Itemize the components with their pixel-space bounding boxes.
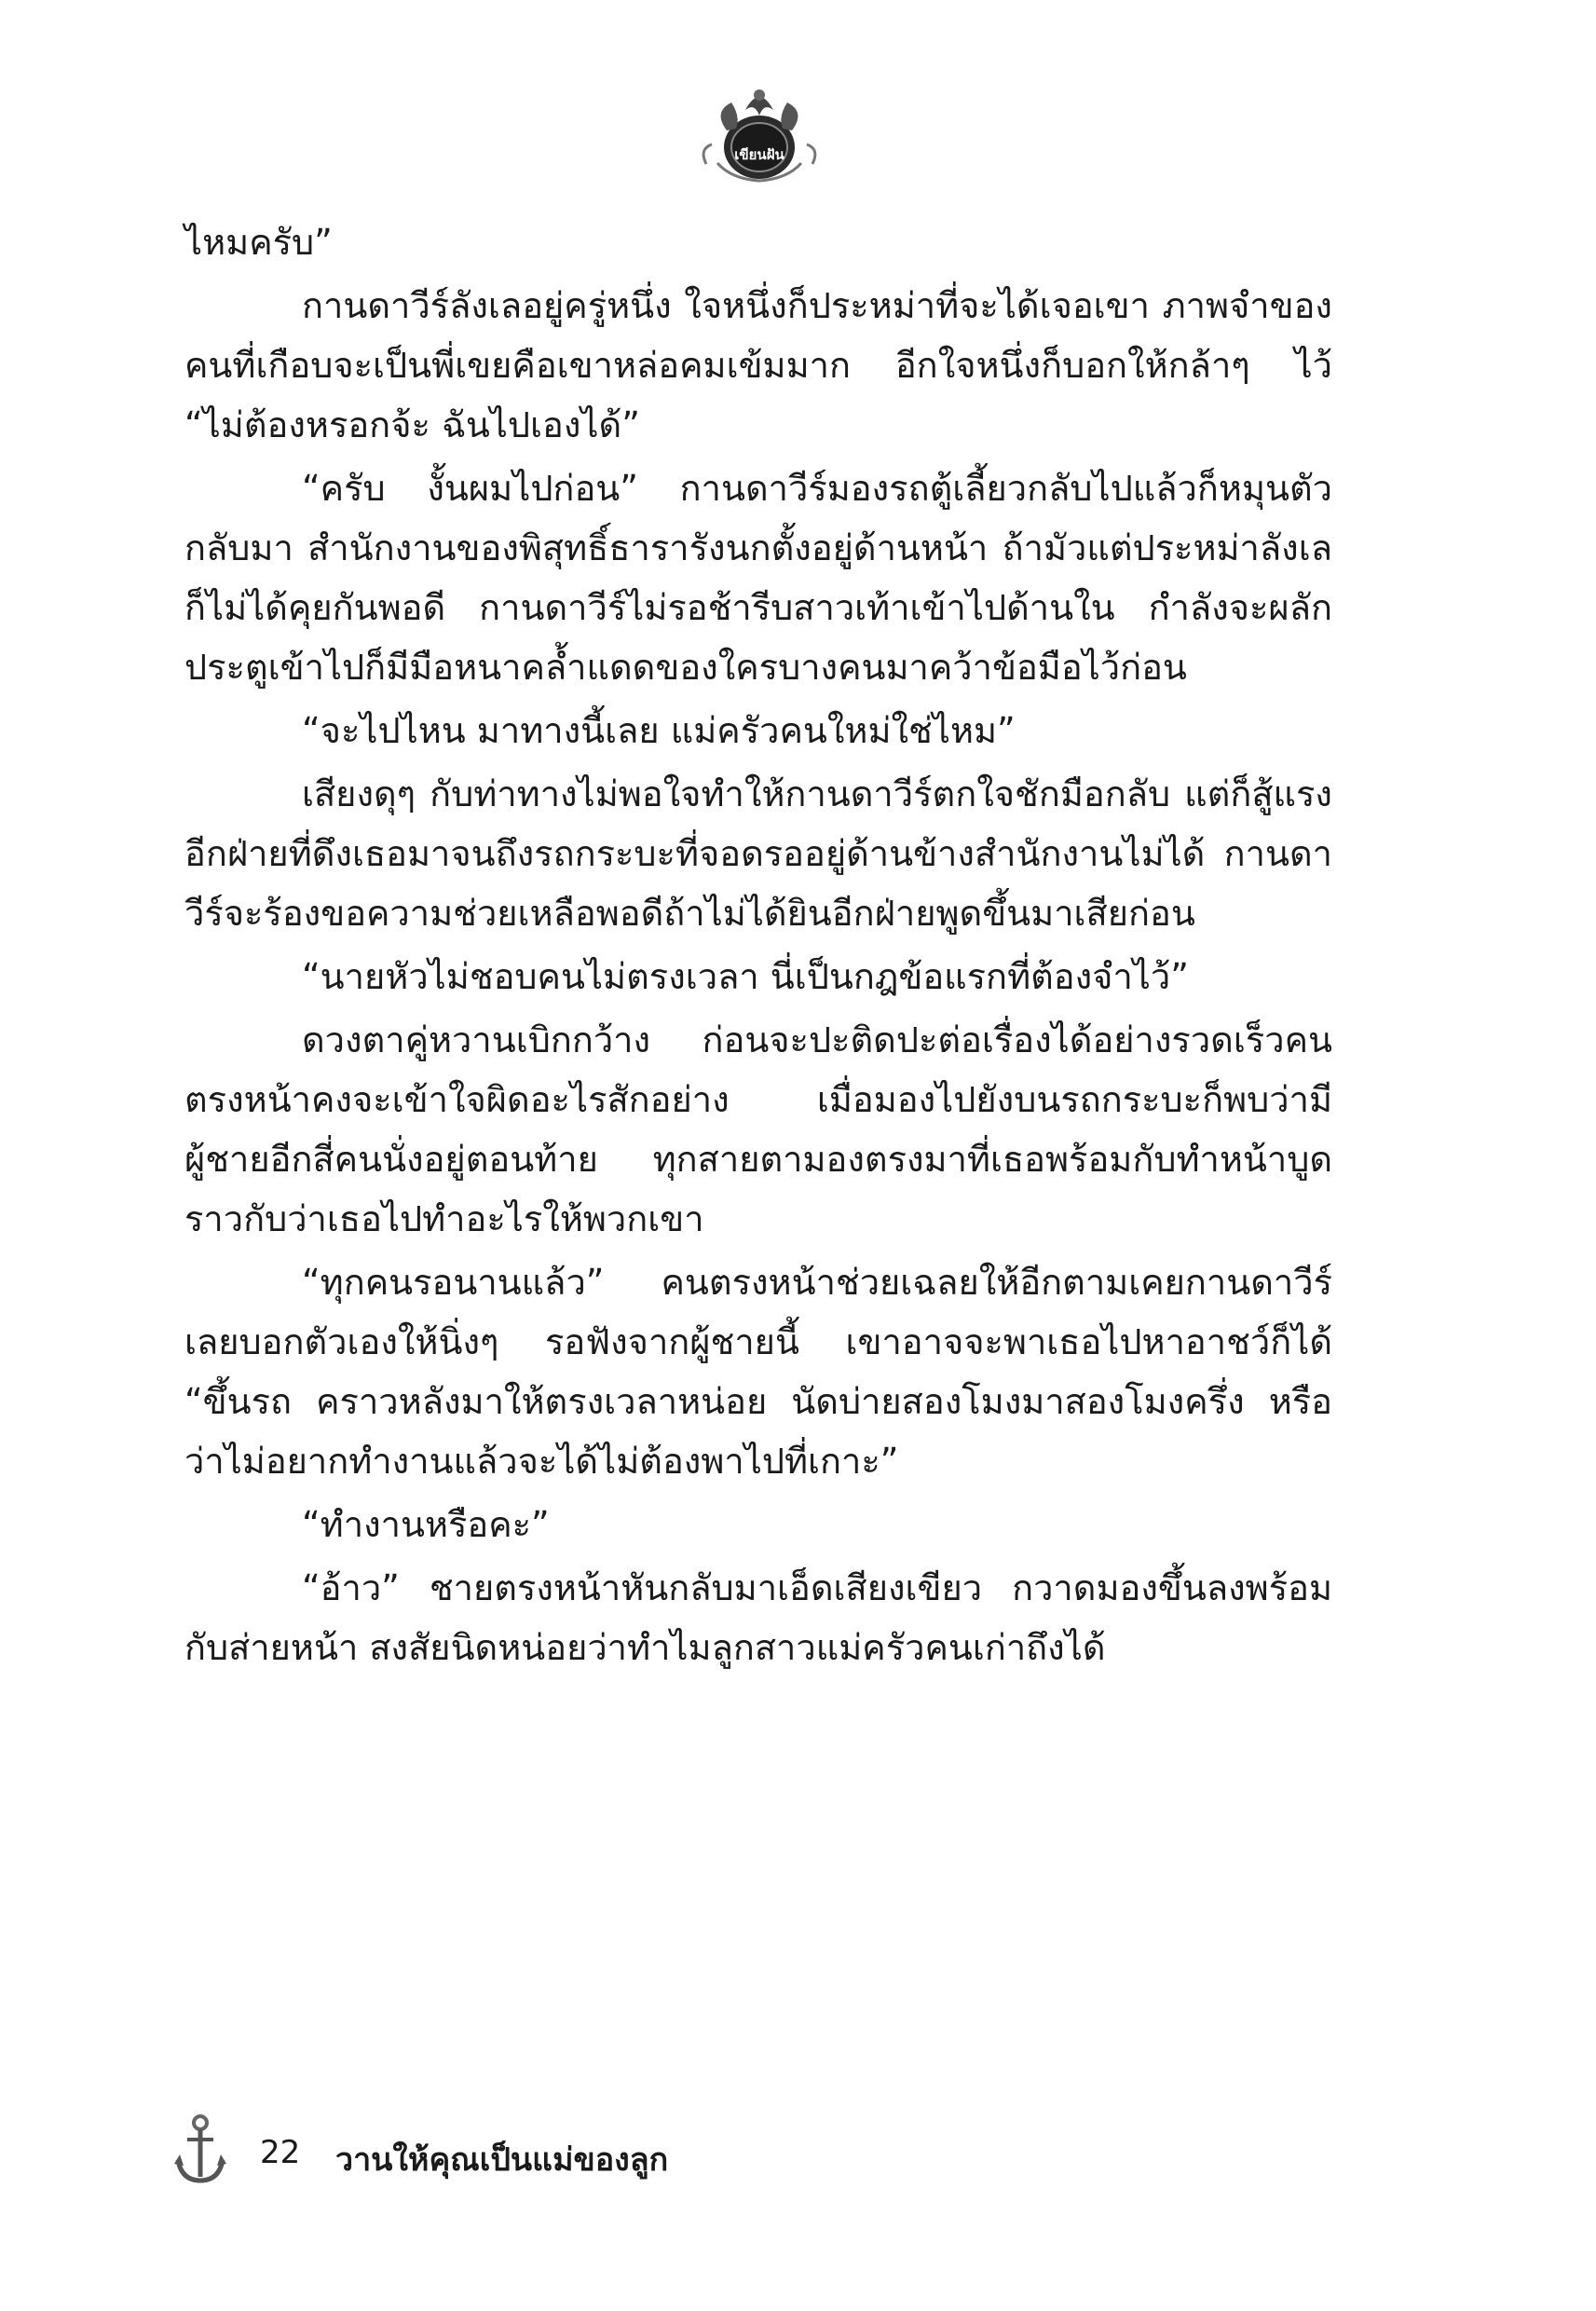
- page-body: [184, 212, 1332, 1681]
- paragraph: ดวงตาคู่หวานเบิกกว้าง ก่อนจะปะติดปะต่อเรื่องได้อย่างรวดเร็วคนตรงหน้าคงจะเข้าใจผิดอะไรสักอย่าง เมื่อมองไปยังบนรถกระบะก็พบว่ามีผู้ชายอีกสี่คนนั่งอยู่ตอนท้าย ทุกสายตามองตรงมาที่เธอพร้อมกับทำหน้าบูด ราวกับว่าเธอไปทำอะไรให้พวกเขา: [184, 1019, 1332, 1239]
- anchor-icon: [172, 2113, 228, 2188]
- book-title: วานให้คุณเป็นแม่ของลูก: [335, 2141, 669, 2179]
- paragraph: “ทุกคนรอนานแล้ว” คนตรงหน้าช่วยเฉลยให้อีกตามเคยกานดาวีร์เลยบอกตัวเองให้นิ่งๆ รอฟังจากผู้ชายนี้ เขาอาจจะพาเธอไปหาอาชว์ก็ได้ “ขึ้นรถ คราวหลังมาให้ตรงเวลาหน่อย นัดบ่ายสองโมงมาสองโมงครึ่ง หรือว่าไม่อยากทำงานแล้วจะได้ไม่ต้องพาไปที่เกาะ”: [184, 1262, 1332, 1482]
- paragraph: “ทำงานหรือคะ”: [302, 1504, 550, 1545]
- publisher-logo: [689, 75, 829, 186]
- paragraph: “อ้าว” ชายตรงหน้าหันกลับมาเอ็ดเสียงเขียว กวาดมองขึ้นลงพร้อมกับส่ายหน้า สงสัยนิดหน่อยว่าทำไมลูกสาวแม่ครัวคนเก่าถึงได้: [184, 1567, 1332, 1668]
- paragraph: เสียงดุๆ กับท่าทางไม่พอใจทำให้กานดาวีร์ตกใจชักมือกลับ แต่ก็สู้แรงอีกฝ่ายที่ดึงเธอมาจนถึงรถกระบะที่จอดรออยู่ด้านข้างสำนักงานไม่ได้ กานดาวีร์จะร้องขอความช่วยเหลือพอดีถ้าไม่ได้ยินอีกฝ่ายพูดขึ้นมาเสียก่อน: [184, 773, 1332, 934]
- page-number: 22: [260, 2134, 301, 2171]
- logo-emblem-icon: [689, 75, 829, 186]
- page-footer: [172, 2113, 1011, 2188]
- logo-text: เขียนฝัน: [734, 146, 784, 163]
- paragraph: “จะไปไหน มาทางนี้เลย แม่ครัวคนใหม่ใช่ไหม”: [302, 710, 1016, 751]
- paragraph: “ครับ งั้นผมไปก่อน” กานดาวีร์มองรถตู้เลี้ยวกลับไปแล้วก็หมุนตัวกลับมา สำนักงานของพิสุทธิ์ธารารังนกตั้งอยู่ด้านหน้า ถ้ามัวแต่ประหม่าลังเลก็ไม่ได้คุยกันพอดี กานดาวีร์ไม่รอช้ารีบสาวเท้าเข้าไปด้านใน กำลังจะผลักประตูเข้าไปก็มีมือหนาคล้ำแดดของใครบางคนมาคว้าข้อมือไว้ก่อน: [184, 468, 1332, 688]
- paragraph: “นายหัวไม่ชอบคนไม่ตรงเวลา นี่เป็นกฎข้อแรกที่ต้องจำไว้”: [302, 956, 1189, 997]
- paragraph: กานดาวีร์ลังเลอยู่ครู่หนึ่ง ใจหนึ่งก็ประหม่าที่จะได้เจอเขา ภาพจำของคนที่เกือบจะเป็นพี่เขยคือเขาหล่อคมเข้มมาก อีกใจหนึ่งก็บอกให้กล้าๆ ไว้ “ไม่ต้องหรอกจ้ะ ฉันไปเองได้”: [184, 285, 1332, 445]
- paragraph: ไหมครับ”: [184, 222, 333, 263]
